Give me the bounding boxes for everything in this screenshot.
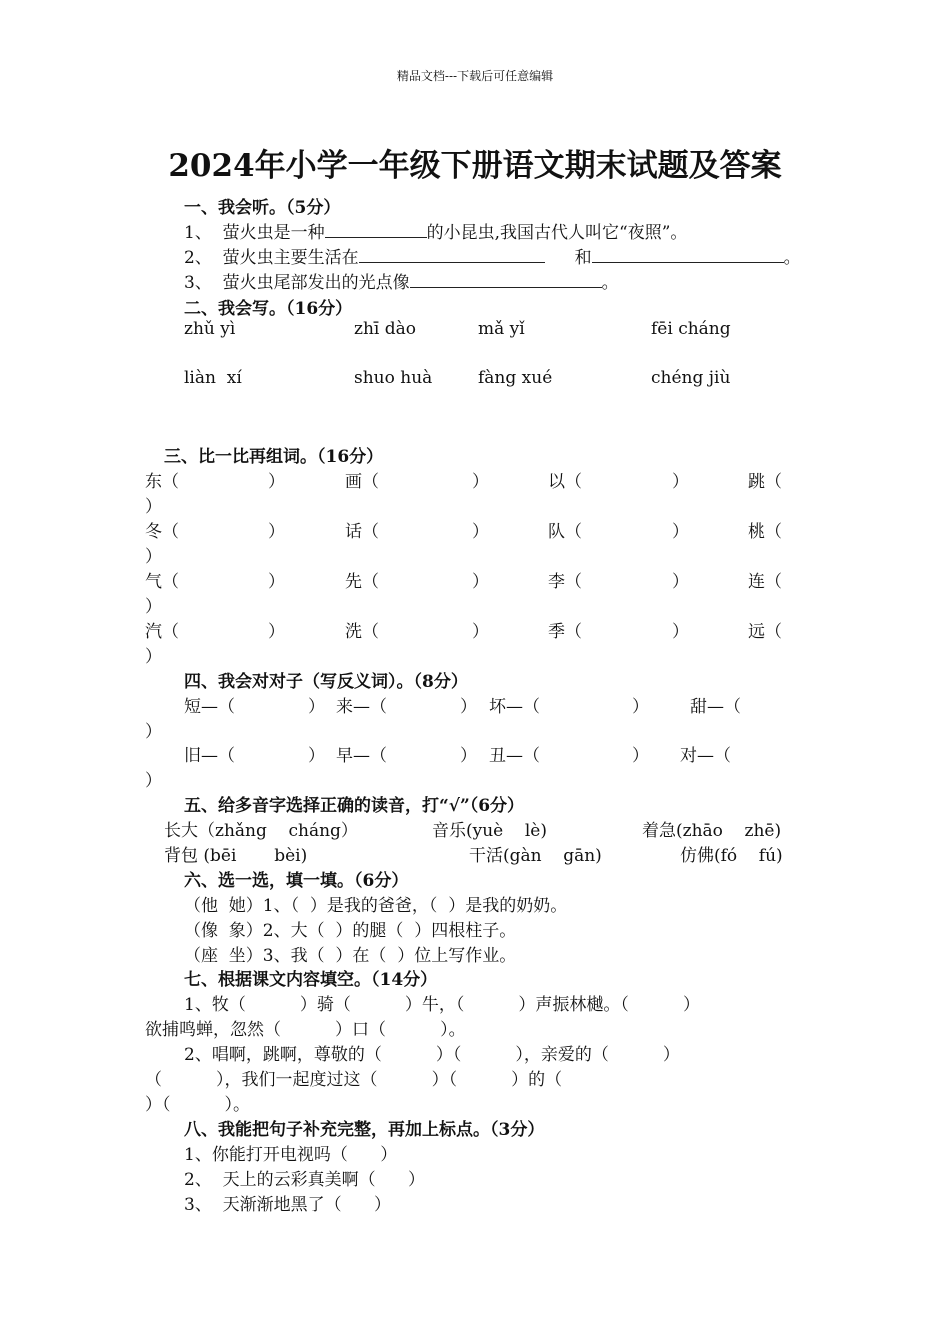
word-blank-close: ） bbox=[672, 522, 689, 542]
pinyin-item: fàng xué bbox=[478, 368, 553, 388]
choice-line: （像 象）2、大（ ）的腿（ ）四根柱子。 bbox=[184, 921, 517, 941]
word-blank-close: ） bbox=[145, 597, 162, 617]
word-blank: 李（ bbox=[548, 572, 582, 592]
word-blank: 先（ bbox=[345, 572, 379, 592]
antonym-blank-close: ） bbox=[632, 746, 649, 766]
antonym-blank: 旧—（ bbox=[184, 746, 235, 766]
section-1-heading: 一、我会听。（5分） bbox=[184, 198, 341, 218]
s1-question-2: 2、 萤火虫主要生活在 和 。 bbox=[184, 248, 801, 268]
sentence-line: 2、 天上的云彩真美啊（ ） bbox=[184, 1170, 426, 1190]
polyphone-item: 长大（zhǎng cháng） bbox=[164, 821, 358, 841]
word-blank: 冬（ bbox=[145, 522, 179, 542]
word-blank-close: ） bbox=[672, 572, 689, 592]
word-blank: 队（ bbox=[548, 522, 582, 542]
fill-line: ）（ ）。 bbox=[145, 1095, 251, 1115]
word-blank-close: ） bbox=[268, 572, 285, 592]
polyphone-item: 音乐(yuè lè) bbox=[432, 821, 547, 841]
fill-line: 欲捕鸣蝉，忽然（ ）口（ ）。 bbox=[145, 1020, 466, 1040]
antonym-blank: 对—（ bbox=[680, 746, 731, 766]
word-blank-close: ） bbox=[268, 522, 285, 542]
word-blank-close: ） bbox=[472, 522, 489, 542]
antonym-blank-close: ） bbox=[632, 697, 649, 717]
section-7-heading: 七、根据课文内容填空。（14分） bbox=[184, 970, 438, 990]
sentence-line: 3、 天渐渐地黑了（ ） bbox=[184, 1195, 392, 1215]
section-2-heading: 二、我会写。（16分） bbox=[184, 299, 353, 319]
pinyin-item: fēi cháng bbox=[651, 319, 731, 339]
antonym-blank: 早—（ bbox=[336, 746, 387, 766]
pinyin-item: chéng jiù bbox=[651, 368, 731, 388]
s1-question-3: 3、 萤火虫尾部发出的光点像 。 bbox=[184, 273, 619, 293]
sentence-line: 1、你能打开电视吗（ ） bbox=[184, 1145, 398, 1165]
word-blank: 气（ bbox=[145, 572, 179, 592]
antonym-blank: 来—（ bbox=[336, 697, 387, 717]
word-blank: 远（ bbox=[748, 622, 782, 642]
word-blank-close: ） bbox=[268, 622, 285, 642]
word-blank-close: ） bbox=[145, 547, 162, 567]
word-blank: 季（ bbox=[548, 622, 582, 642]
antonym-blank-close: ） bbox=[308, 697, 325, 717]
word-blank: 桃（ bbox=[748, 522, 782, 542]
pinyin-item: zhī dào bbox=[354, 319, 416, 339]
word-blank: 连（ bbox=[748, 572, 782, 592]
polyphone-item: 仿佛(fó fú) bbox=[680, 846, 783, 866]
fill-line: 1、牧（ ）骑（ ）牛，（ ）声振林樾。（ ） bbox=[184, 995, 700, 1015]
pinyin-item: liàn xí bbox=[184, 368, 242, 388]
word-blank-close: ） bbox=[472, 472, 489, 492]
word-blank-close: ） bbox=[472, 622, 489, 642]
section-5-heading: 五、给多音字选择正确的读音，打“√”（6分） bbox=[184, 796, 525, 816]
polyphone-item: 着急(zhāo zhē) bbox=[642, 821, 782, 841]
word-blank: 以（ bbox=[548, 472, 582, 492]
polyphone-item: 背包 (bēi bèi) bbox=[164, 846, 308, 866]
word-blank: 东（ bbox=[145, 472, 179, 492]
antonym-blank-close: ） bbox=[460, 746, 477, 766]
antonym-blank-close: ） bbox=[145, 771, 162, 791]
pinyin-item: mǎ yǐ bbox=[478, 319, 525, 339]
choice-line: （他 她）1、（ ）是我的爸爸，（ ）是我的奶奶。 bbox=[184, 896, 568, 916]
fill-line: 2、唱啊，跳啊，尊敬的（ ）（ ），亲爱的（ ） bbox=[184, 1045, 680, 1065]
antonym-blank: 短—（ bbox=[184, 697, 235, 717]
word-blank: 汽（ bbox=[145, 622, 179, 642]
section-4-heading: 四、我会对对子（写反义词）。（8分） bbox=[184, 672, 468, 692]
word-blank: 跳（ bbox=[748, 472, 782, 492]
section-3-heading: 三、比一比再组词。（16分） bbox=[164, 447, 384, 467]
antonym-blank-close: ） bbox=[460, 697, 477, 717]
antonym-blank: 甜—（ bbox=[690, 697, 741, 717]
word-blank: 话（ bbox=[345, 522, 379, 542]
pinyin-item: shuo huà bbox=[354, 368, 433, 388]
section-8-heading: 八、我能把句子补充完整，再加上标点。（3分） bbox=[184, 1120, 545, 1140]
word-blank-close: ） bbox=[672, 622, 689, 642]
antonym-blank: 坏—（ bbox=[489, 697, 540, 717]
word-blank-close: ） bbox=[145, 647, 162, 667]
fill-line: （ ），我们一起度过这（ ）（ ）的（ bbox=[145, 1070, 563, 1090]
word-blank-close: ） bbox=[672, 472, 689, 492]
word-blank-close: ） bbox=[145, 497, 162, 517]
word-blank: 画（ bbox=[345, 472, 379, 492]
section-6-heading: 六、选一选，填一填。（6分） bbox=[184, 871, 409, 891]
polyphone-item: 干活(gàn gān) bbox=[469, 846, 602, 866]
word-blank-close: ） bbox=[268, 472, 285, 492]
antonym-blank-close: ） bbox=[308, 746, 325, 766]
choice-line: （座 坐）3、我（ ）在（ ）位上写作业。 bbox=[184, 946, 517, 966]
word-blank: 洗（ bbox=[345, 622, 379, 642]
word-blank-close: ） bbox=[472, 572, 489, 592]
page-title: 2024年小学一年级下册语文期末试题及答案 bbox=[168, 148, 782, 184]
page-header: 精品文档---下载后可任意编辑 bbox=[396, 69, 554, 83]
pinyin-item: zhǔ yì bbox=[184, 319, 236, 339]
antonym-blank-close: ） bbox=[145, 722, 162, 742]
s1-question-1: 1、 萤火虫是一种 的小昆虫,我国古代人叫它“夜照”。 bbox=[184, 223, 688, 243]
antonym-blank: 丑—（ bbox=[489, 746, 540, 766]
